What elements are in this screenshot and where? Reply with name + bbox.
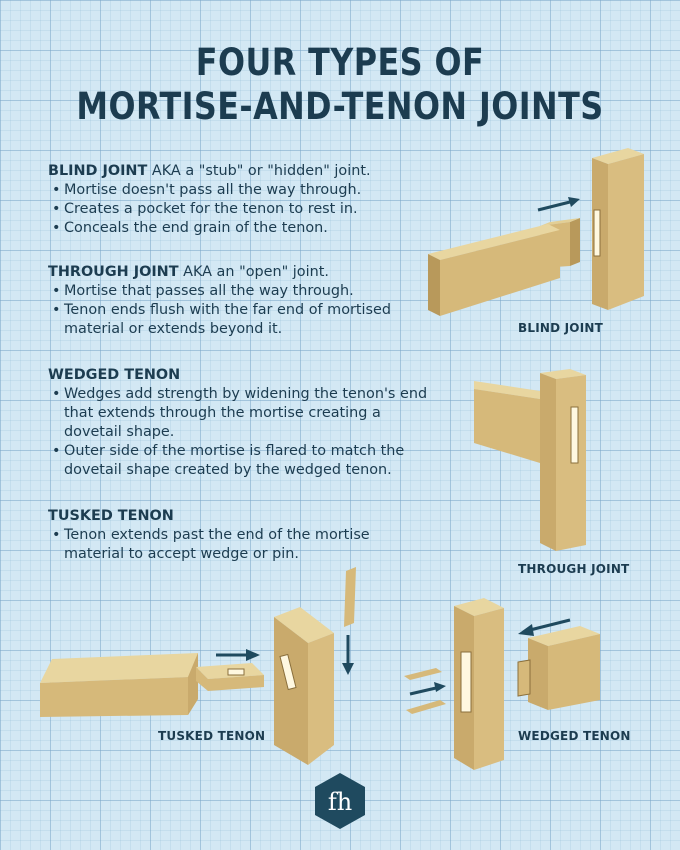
section-wedged-tenon [48, 366, 438, 480]
arrow-down-icon [342, 635, 354, 675]
arrow-icon [216, 649, 260, 661]
bullet: • Outer side of the mortise is flared to match the dovetail shape created by the wedged tenon. [48, 442, 438, 480]
wedged-tenon-illustration [400, 590, 610, 780]
bullet: • Mortise that passes all the way through. [48, 282, 428, 301]
title-line-2: MORTISE-AND-TENON JOINTS [76, 85, 604, 128]
through-joint-label: THROUGH JOINT [518, 562, 630, 576]
through-joint-illustration [470, 365, 600, 555]
section-heading: BLIND JOINT [48, 163, 148, 179]
logo-text: fh [327, 788, 353, 816]
logo [314, 772, 366, 830]
section-through-joint [48, 263, 428, 339]
arrow-icon [538, 197, 580, 210]
bullet: • Tenon extends past the end of the mortise material to accept wedge or pin. [48, 526, 408, 564]
section-heading: TUSKED TENON [48, 508, 174, 524]
bullet: • Tenon ends flush with the far end of mortised material or extends beyond it. [48, 301, 428, 339]
arrow-icon [410, 682, 446, 694]
section-heading: THROUGH JOINT [48, 264, 179, 280]
section-blind-joint [48, 162, 428, 238]
blind-joint-illustration [420, 140, 660, 320]
bullet: • Creates a pocket for the tenon to rest in. [48, 200, 428, 219]
bullet: • Wedges add strength by widening the tenon's end that extends through the mortise creating a dovetail shape. [48, 385, 438, 442]
bullet: • Conceals the end grain of the tenon. [48, 219, 428, 238]
bullet: • Mortise doesn't pass all the way through. [48, 181, 428, 200]
section-aka: AKA an "open" joint. [183, 264, 329, 280]
section-heading: WEDGED TENON [48, 367, 181, 383]
blind-joint-label: BLIND JOINT [518, 321, 603, 335]
tusked-tenon-label: TUSKED TENON [158, 729, 266, 743]
section-aka: AKA a "stub" or "hidden" joint. [151, 163, 371, 179]
title-line-1: FOUR TYPES OF [195, 41, 485, 84]
section-tusked-tenon [48, 507, 408, 564]
wedged-tenon-label: WEDGED TENON [518, 729, 631, 743]
